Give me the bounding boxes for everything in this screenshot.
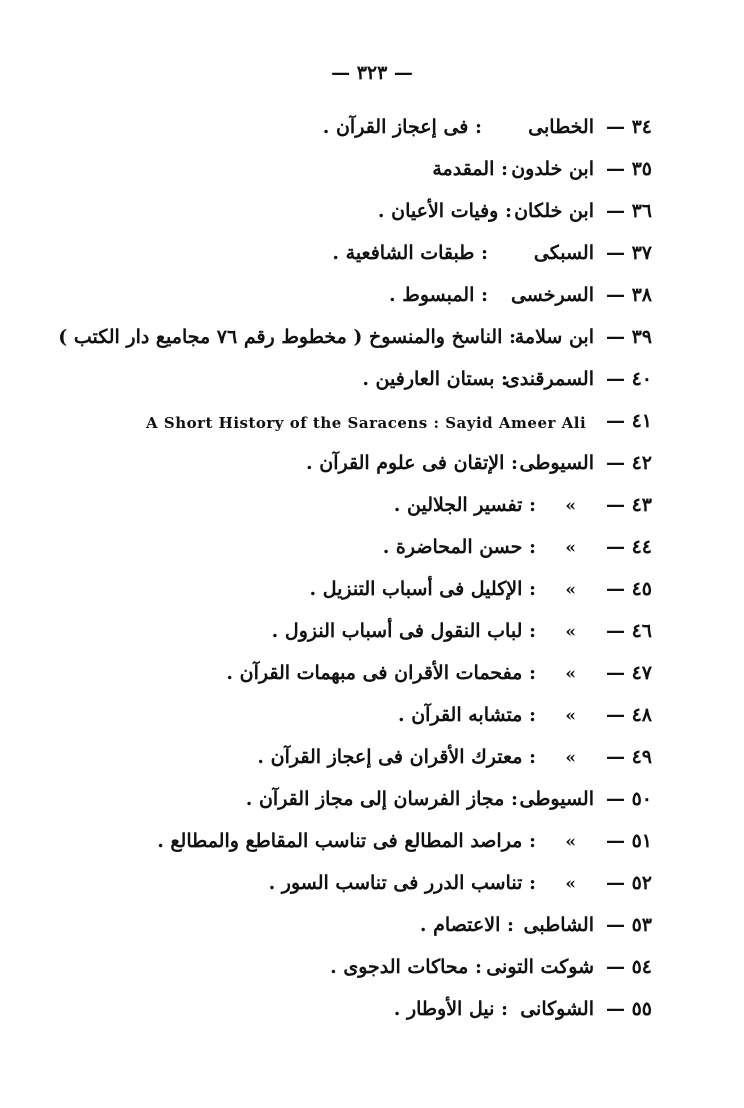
entry-number: ٥١ — [605, 830, 652, 852]
list-item [0, 782, 744, 824]
list-item [0, 152, 744, 194]
entry-author: ابن خلكان [514, 200, 594, 222]
entry-title: : مفحمات الأقران فى مبهمات القرآن . [226, 662, 536, 684]
entry-number: ٣٥ — [605, 158, 652, 180]
entry-number: ٤٣ — [605, 494, 652, 516]
entry-author: شوكت التونى [486, 956, 594, 978]
ditto-mark: » [565, 496, 576, 516]
list-item [0, 110, 744, 152]
entry-author: السمرقندى [504, 368, 594, 390]
entry-number: ٥٣ — [605, 914, 652, 936]
entry-number: ٣٦ — [605, 200, 652, 222]
entry-author: السبكى [533, 242, 594, 264]
entry-number: ٤٦ — [605, 620, 652, 642]
entry-number: ٥٢ — [605, 872, 652, 894]
list-item [0, 572, 744, 614]
entry-number: ٣٤ — [605, 116, 652, 138]
list-item [0, 530, 744, 572]
entry-title: : مراصد المطالع فى تناسب المقاطع والمطالع . [157, 830, 536, 852]
entry-author: السيوطى [519, 452, 594, 474]
list-item [0, 320, 744, 362]
list-item [0, 488, 744, 530]
entry-author: السيوطى [519, 788, 594, 810]
entry-english-reference: A Short History of the Saracens : Sayid Ameer Ali [146, 414, 587, 432]
list-item [0, 446, 744, 488]
entry-author: ابن سلامة [514, 326, 594, 348]
list-item [0, 698, 744, 740]
entry-number: ٤٩ — [605, 746, 652, 768]
ditto-mark: » [565, 874, 576, 894]
list-item [0, 950, 744, 992]
entry-title: : الناسخ والمنسوخ ( مخطوط رقم ٧٦ مجاميع دار الكتب ) [58, 326, 516, 348]
entry-number: ٤٢ — [605, 452, 652, 474]
entry-number: ٣٧ — [605, 242, 652, 264]
list-item [0, 614, 744, 656]
entry-title: : المبسوط . [389, 284, 488, 306]
entry-title: : فى إعجاز القرآن . [322, 116, 482, 138]
entry-title: : الإكليل فى أسباب التنزيل . [309, 578, 536, 600]
ditto-mark: » [565, 622, 576, 642]
list-item [0, 362, 744, 404]
entry-title: : الاعتصام . [419, 914, 514, 936]
entry-title: : نيل الأوطار . [393, 998, 508, 1020]
entry-title: : الإتقان فى علوم القرآن . [306, 452, 518, 474]
entry-author: السرخسى [510, 284, 594, 306]
ditto-mark: » [565, 664, 576, 684]
entry-number: ٤٥ — [605, 578, 652, 600]
entry-number: ٤٧ — [605, 662, 652, 684]
entry-number: ٤١ — [605, 410, 652, 432]
entry-title: : مجاز الفرسان إلى مجاز القرآن . [245, 788, 518, 810]
ditto-mark: » [565, 748, 576, 768]
list-item [0, 236, 744, 278]
list-item [0, 656, 744, 698]
entry-title: : محاكات الدجوى . [330, 956, 482, 978]
entry-author: الشوكانى [520, 998, 594, 1020]
list-item [0, 992, 744, 1034]
entry-title: : معترك الأقران فى إعجاز القرآن . [257, 746, 536, 768]
entry-author: ابن خلدون [511, 158, 594, 180]
entry-author: الشاطبى [523, 914, 594, 936]
ditto-mark: » [565, 580, 576, 600]
ditto-mark: » [565, 832, 576, 852]
entry-number: ٥٤ — [605, 956, 652, 978]
entry-number: ٤٤ — [605, 536, 652, 558]
entry-title: : بستان العارفين . [362, 368, 508, 390]
entry-title: : المقدمة [432, 158, 508, 180]
list-item [0, 908, 744, 950]
entry-title: : وفيات الأعيان . [377, 200, 512, 222]
list-item [0, 404, 744, 446]
bibliography-list [0, 110, 744, 1034]
entry-title: : طبقات الشافعية . [332, 242, 488, 264]
entry-number: ٥٠ — [605, 788, 652, 810]
entry-number: ٤٠ — [605, 368, 652, 390]
entry-title: : حسن المحاضرة . [382, 536, 536, 558]
ditto-mark: » [565, 538, 576, 558]
entry-author: الخطابى [528, 116, 594, 138]
entry-number: ٣٨ — [605, 284, 652, 306]
entry-title: : تناسب الدرر فى تناسب السور . [268, 872, 536, 894]
entry-number: ٥٥ — [605, 998, 652, 1020]
list-item [0, 824, 744, 866]
ditto-mark: » [565, 706, 576, 726]
entry-title: : لباب النقول فى أسباب النزول . [271, 620, 536, 642]
entry-title: : تفسير الجلالين . [393, 494, 536, 516]
list-item [0, 194, 744, 236]
page-number: — ٣٢٣ — [331, 62, 413, 84]
list-item [0, 866, 744, 908]
entry-title: : متشابه القرآن . [398, 704, 536, 726]
entry-number: ٤٨ — [605, 704, 652, 726]
entry-number: ٣٩ — [605, 326, 652, 348]
list-item [0, 278, 744, 320]
list-item [0, 740, 744, 782]
